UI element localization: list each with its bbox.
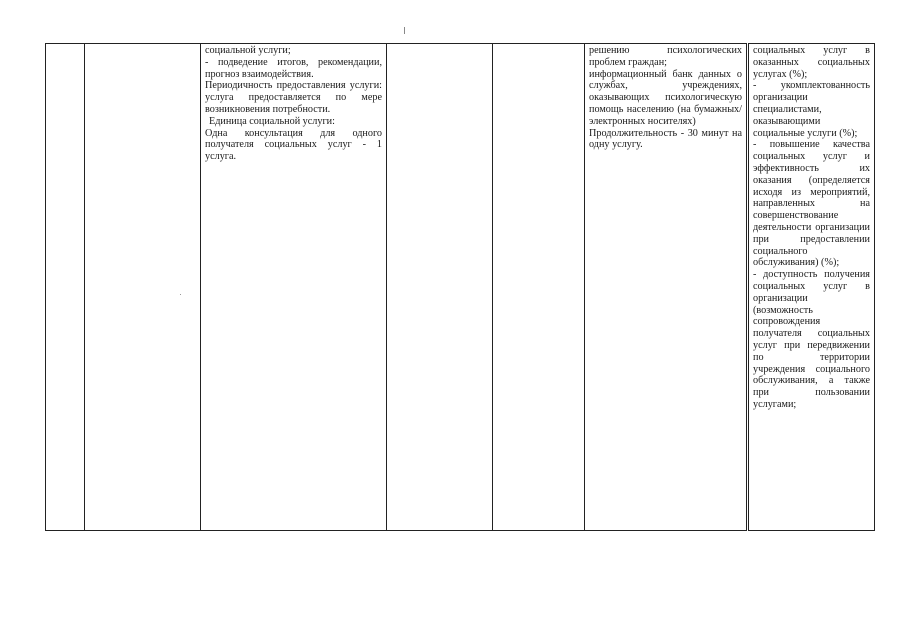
cell-service-term (387, 44, 493, 531)
cell-service-description (201, 44, 387, 531)
description-paragraph: Периодичность предоставления услуги: услуга предоставляется по мере возникновения потребности. (205, 80, 382, 115)
cell-service-conditions (585, 44, 748, 531)
indicators-paragraph: социальных услуг в оказанных социальных услугах (%); (753, 45, 870, 80)
conditions-paragraph: Продолжительность - 30 минут на одну услугу. (589, 127, 742, 151)
cell-quality-indicators (748, 44, 875, 531)
indicators-paragraph: - повышение качества социальных услуг и эффективность их оказания (определяется исходя из мероприятий, направленных на совершенствование деятельности организации при предоставлении социального обслуживания) (%); (753, 139, 870, 269)
indicators-paragraph: - укомплектованность организации специалистами, оказывающими социальные услуги (%); (753, 80, 870, 139)
table-row (46, 44, 875, 531)
description-paragraph: Одна консультация для одного получателя социальных услуг - 1 услуга. (205, 127, 382, 163)
indicators-paragraph: - доступность получения социальных услуг в организации (возможность сопровождения получателя социальных услуг при передвижении по территории учреждения социального обслуживания, а также при пользовании услугами; (753, 269, 870, 410)
conditions-paragraph: решению психологических проблем граждан; (589, 45, 742, 68)
description-paragraph: - подведение итогов, рекомендации, прогноз взаимодействия. (205, 56, 382, 80)
description-paragraph: социальной услуги; (205, 45, 291, 56)
description-paragraph: Единица социальной услуги: (209, 115, 335, 127)
cell-service-cost (493, 44, 585, 531)
page-top-mark (404, 27, 405, 34)
cell-service-name (85, 44, 201, 531)
cell-number (46, 44, 85, 531)
services-table (45, 43, 875, 531)
conditions-paragraph: информационный банк данных о службах, учреждениях, оказывающих психологическую помощь населению (на бумажных/ электронных носителях) (589, 68, 742, 127)
